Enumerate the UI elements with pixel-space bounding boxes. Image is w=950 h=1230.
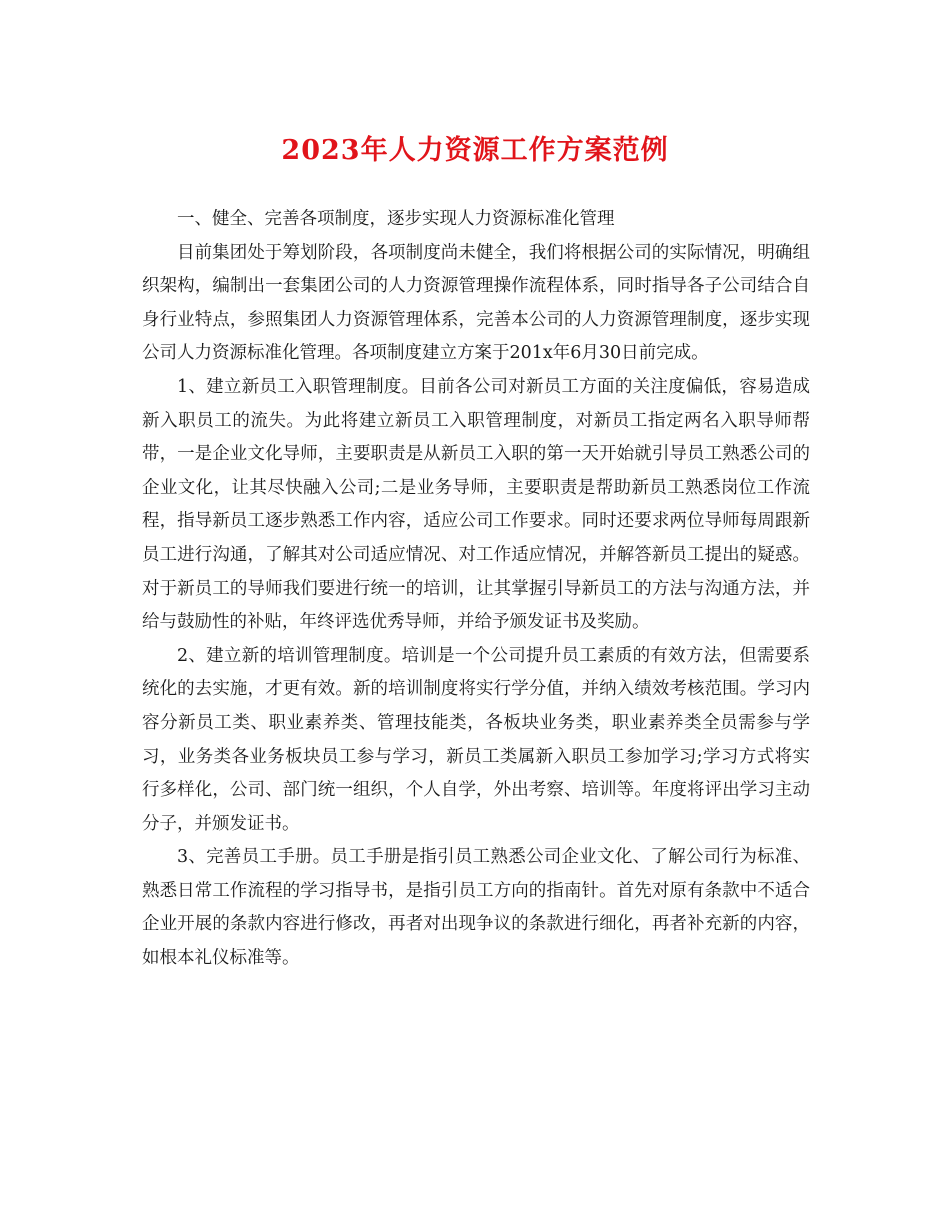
- document-title: 2023年人力资源工作方案范例: [281, 135, 669, 166]
- section-heading: 一、健全、完善各项制度，逐步实现人力资源标准化管理: [177, 209, 615, 229]
- paragraph-item-3: 3、完善员工手册。员工手册是指引员工熟悉公司企业文化、了解公司行为标准、熟悉日常工作流程的学习指导书，是指引员工方向的指南针。首先对原有条款中不适合企业开展的条款内容进行修改，再者对出现争议的条款进行细化，再者补充新的内容，如根本礼仪标准等。: [142, 847, 810, 969]
- paragraph-item-1: 1、建立新员工入职管理制度。目前各公司对新员工方面的关注度偏低，容易造成新入职员工的流失。为此将建立新员工入职管理制度，对新员工指定两名入职导师帮带，一是企业文化导师，主要职责是从新员工入职的第一天开始就引导员工熟悉公司的企业文化，让其尽快融入公司;二是业务导师，主要职责是帮助新员工熟悉岗位工作流程，指导新员工逐步熟悉工作内容，适应公司工作要求。同时还要求两位导师每周跟新员工进行沟通，了解其对公司适应情况、对工作适应情况，并解答新员工提出的疑惑。对于新员工的导师我们要进行统一的培训，让其掌握引导新员工的方法与沟通方法，并给与鼓励性的补贴，年终评选优秀导师，并给予颁发证书及奖励。: [142, 376, 810, 633]
- document-body: [142, 203, 810, 976]
- paragraph-item-2: 2、建立新的培训管理制度。培训是一个公司提升员工素质的有效方法，但需要系统化的去实施，才更有效。新的培训制度将实行学分值，并纳入绩效考核范围。学习内容分新员工类、职业素养类、管理技能类，各板块业务类，职业素养类全员需参与学习，业务类各业务板块员工参与学习，新员工类属新入职员工参加学习;学习方式将实行多样化，公司、部门统一组织，个人自学，外出考察、培训等。年度将评出学习主动分子，并颁发证书。: [142, 645, 810, 834]
- paragraph-intro: 目前集团处于筹划阶段，各项制度尚未健全，我们将根据公司的实际情况，明确组织架构，编制出一套集团公司的人力资源管理操作流程体系，同时指导各子公司结合自身行业特点，参照集团人力资源管理体系，完善本公司的人力资源管理制度，逐步实现公司人力资源标准化管理。各项制度建立方案于201x年6月30日前完成。: [142, 242, 810, 364]
